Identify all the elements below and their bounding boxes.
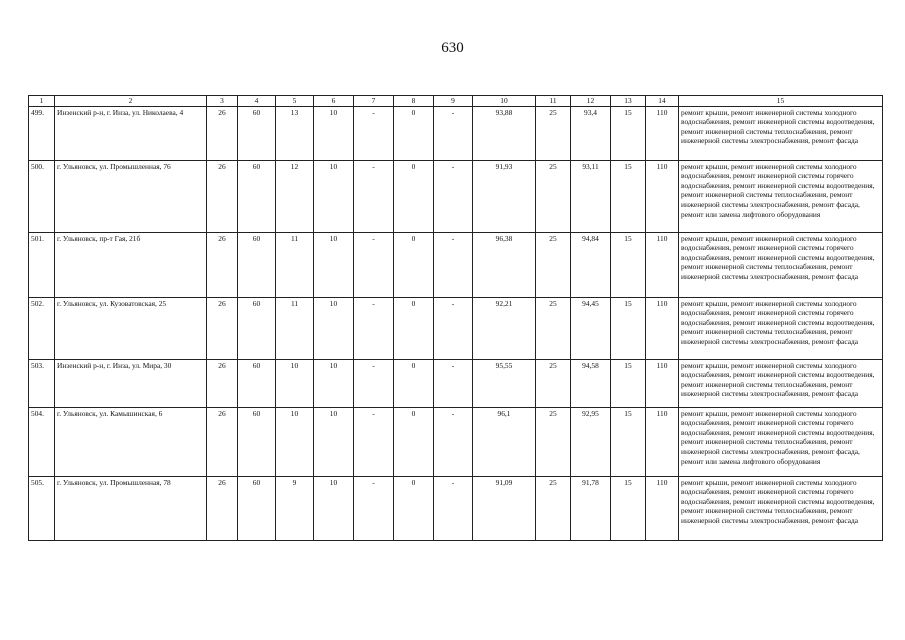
row-number: 505. xyxy=(29,476,55,540)
value-cell: 0 xyxy=(394,407,434,476)
value-cell: 10 xyxy=(314,232,354,297)
value-cell: 60 xyxy=(238,407,276,476)
table-row xyxy=(29,359,883,407)
value-cell: 15 xyxy=(611,476,646,540)
works-cell: ремонт крыши, ремонт инженерной системы холодного водоснабжения, ремонт инженерной системы горячего водоснабжения, ремонт инженерной системы водоотведения, ремонт инженерной системы теплоснабжения, ремонт инженерной системы электроснабжения, ремонт фасада xyxy=(679,232,883,297)
value-cell: - xyxy=(434,297,473,359)
value-cell: 10 xyxy=(314,476,354,540)
value-cell: 12 xyxy=(276,160,314,232)
col-header: 14 xyxy=(646,96,679,107)
value-cell: 96,38 xyxy=(473,232,536,297)
row-number: 504. xyxy=(29,407,55,476)
value-cell: 10 xyxy=(314,407,354,476)
value-cell: 10 xyxy=(276,359,314,407)
value-cell: 110 xyxy=(646,476,679,540)
col-header: 10 xyxy=(473,96,536,107)
value-cell: 15 xyxy=(611,359,646,407)
col-header: 13 xyxy=(611,96,646,107)
value-cell: - xyxy=(354,407,394,476)
works-cell: ремонт крыши, ремонт инженерной системы холодного водоснабжения, ремонт инженерной системы горячего водоснабжения, ремонт инженерной системы водоотведения, ремонт инженерной системы теплоснабжения, ремонт инженерной системы электроснабжения, ремонт фасада, ремонт или замена лифтового оборудования xyxy=(679,160,883,232)
value-cell: - xyxy=(434,476,473,540)
value-cell: 11 xyxy=(276,297,314,359)
value-cell: 95,55 xyxy=(473,359,536,407)
value-cell: 91,09 xyxy=(473,476,536,540)
value-cell: - xyxy=(354,297,394,359)
value-cell: 9 xyxy=(276,476,314,540)
col-header: 15 xyxy=(679,96,883,107)
table-row xyxy=(29,232,883,297)
address-cell: г. Ульяновск, ул. Промышленная, 78 xyxy=(55,476,207,540)
value-cell: 26 xyxy=(207,359,238,407)
row-number: 499. xyxy=(29,106,55,160)
works-cell: ремонт крыши, ремонт инженерной системы холодного водоснабжения, ремонт инженерной системы водоотведения, ремонт инженерной системы теплоснабжения, ремонт инженерной системы электроснабжения, ремонт фасада xyxy=(679,359,883,407)
value-cell: - xyxy=(354,106,394,160)
value-cell: 110 xyxy=(646,407,679,476)
works-cell: ремонт крыши, ремонт инженерной системы холодного водоснабжения, ремонт инженерной системы горячего водоснабжения, ремонт инженерной системы водоотведения, ремонт инженерной системы теплоснабжения, ремонт инженерной системы электроснабжения, ремонт фасада xyxy=(679,476,883,540)
table-row xyxy=(29,297,883,359)
value-cell: - xyxy=(354,160,394,232)
value-cell: 96,1 xyxy=(473,407,536,476)
value-cell: 91,93 xyxy=(473,160,536,232)
value-cell: 60 xyxy=(238,476,276,540)
value-cell: 25 xyxy=(536,297,571,359)
value-cell: 13 xyxy=(276,106,314,160)
value-cell: 11 xyxy=(276,232,314,297)
value-cell: 10 xyxy=(276,407,314,476)
value-cell: 15 xyxy=(611,297,646,359)
value-cell: 15 xyxy=(611,160,646,232)
value-cell: 110 xyxy=(646,106,679,160)
value-cell: 25 xyxy=(536,359,571,407)
repair-table xyxy=(28,95,883,541)
works-cell: ремонт крыши, ремонт инженерной системы холодного водоснабжения, ремонт инженерной системы водоотведения, ремонт инженерной системы теплоснабжения, ремонт инженерной системы электроснабжения, ремонт фасада xyxy=(679,106,883,160)
col-header: 12 xyxy=(571,96,611,107)
value-cell: 0 xyxy=(394,297,434,359)
row-number: 500. xyxy=(29,160,55,232)
value-cell: 60 xyxy=(238,297,276,359)
row-number: 501. xyxy=(29,232,55,297)
value-cell: - xyxy=(434,407,473,476)
table-row xyxy=(29,160,883,232)
value-cell: 26 xyxy=(207,160,238,232)
address-cell: г. Ульяновск, ул. Камышинская, 6 xyxy=(55,407,207,476)
row-number: 502. xyxy=(29,297,55,359)
value-cell: 110 xyxy=(646,359,679,407)
col-header: 8 xyxy=(394,96,434,107)
value-cell: 15 xyxy=(611,407,646,476)
value-cell: 92,21 xyxy=(473,297,536,359)
value-cell: 93,4 xyxy=(571,106,611,160)
col-header: 3 xyxy=(207,96,238,107)
value-cell: - xyxy=(354,476,394,540)
address-cell: Инзенский р-н, г. Инза, ул. Мира, 30 xyxy=(55,359,207,407)
address-cell: Инзенский р-н, г. Инза, ул. Николаева, 4 xyxy=(55,106,207,160)
value-cell: 110 xyxy=(646,160,679,232)
value-cell: - xyxy=(354,359,394,407)
value-cell: 60 xyxy=(238,359,276,407)
works-cell: ремонт крыши, ремонт инженерной системы холодного водоснабжения, ремонт инженерной системы горячего водоснабжения, ремонт инженерной системы водоотведения, ремонт инженерной системы теплоснабжения, ремонт инженерной системы электроснабжения, ремонт фасада, ремонт или замена лифтового оборудования xyxy=(679,407,883,476)
table-row xyxy=(29,106,883,160)
value-cell: 0 xyxy=(394,106,434,160)
value-cell: 94,84 xyxy=(571,232,611,297)
value-cell: 92,95 xyxy=(571,407,611,476)
value-cell: 10 xyxy=(314,359,354,407)
value-cell: 10 xyxy=(314,160,354,232)
col-header: 5 xyxy=(276,96,314,107)
value-cell: - xyxy=(434,232,473,297)
value-cell: 15 xyxy=(611,106,646,160)
value-cell: 60 xyxy=(238,106,276,160)
value-cell: 26 xyxy=(207,232,238,297)
address-cell: г. Ульяновск, пр-т Гая, 21б xyxy=(55,232,207,297)
value-cell: 25 xyxy=(536,106,571,160)
col-header: 11 xyxy=(536,96,571,107)
value-cell: 93,11 xyxy=(571,160,611,232)
value-cell: - xyxy=(434,160,473,232)
value-cell: 10 xyxy=(314,297,354,359)
value-cell: 94,45 xyxy=(571,297,611,359)
value-cell: - xyxy=(354,232,394,297)
col-header: 9 xyxy=(434,96,473,107)
value-cell: 26 xyxy=(207,476,238,540)
value-cell: 94,58 xyxy=(571,359,611,407)
value-cell: 0 xyxy=(394,160,434,232)
value-cell: 0 xyxy=(394,476,434,540)
address-cell: г. Ульяновск, ул. Кузоватовская, 25 xyxy=(55,297,207,359)
row-number: 503. xyxy=(29,359,55,407)
value-cell: 25 xyxy=(536,160,571,232)
col-header: 1 xyxy=(29,96,55,107)
table-row xyxy=(29,407,883,476)
value-cell: 26 xyxy=(207,106,238,160)
col-header: 6 xyxy=(314,96,354,107)
value-cell: 0 xyxy=(394,232,434,297)
col-header: 4 xyxy=(238,96,276,107)
value-cell: 91,78 xyxy=(571,476,611,540)
table-row xyxy=(29,476,883,540)
value-cell: 26 xyxy=(207,407,238,476)
value-cell: 110 xyxy=(646,232,679,297)
address-cell: г. Ульяновск, ул. Промышленная, 76 xyxy=(55,160,207,232)
value-cell: - xyxy=(434,106,473,160)
value-cell: 60 xyxy=(238,232,276,297)
value-cell: 110 xyxy=(646,297,679,359)
value-cell: 25 xyxy=(536,232,571,297)
value-cell: 0 xyxy=(394,359,434,407)
value-cell: 60 xyxy=(238,160,276,232)
value-cell: 10 xyxy=(314,106,354,160)
value-cell: 25 xyxy=(536,407,571,476)
value-cell: 93,88 xyxy=(473,106,536,160)
col-header: 2 xyxy=(55,96,207,107)
works-cell: ремонт крыши, ремонт инженерной системы холодного водоснабжения, ремонт инженерной системы горячего водоснабжения, ремонт инженерной системы водоотведения, ремонт инженерной системы теплоснабжения, ремонт инженерной системы электроснабжения, ремонт фасада xyxy=(679,297,883,359)
page-number: 630 xyxy=(441,40,464,56)
value-cell: 26 xyxy=(207,297,238,359)
value-cell: - xyxy=(434,359,473,407)
value-cell: 15 xyxy=(611,232,646,297)
value-cell: 25 xyxy=(536,476,571,540)
col-header: 7 xyxy=(354,96,394,107)
column-number-row xyxy=(29,96,883,107)
